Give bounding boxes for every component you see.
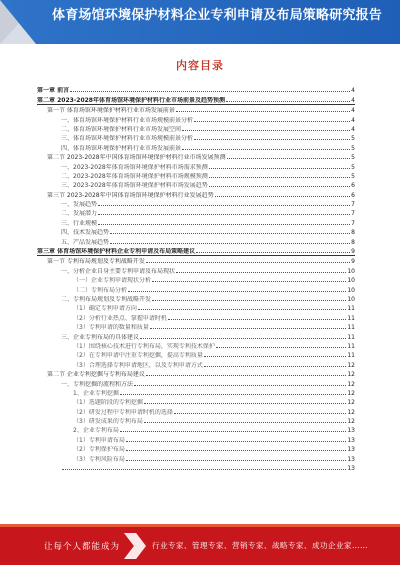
toc-entry-page: 6 [351, 182, 355, 190]
toc-entry-label: 三、企业专利布局的具体建议 [61, 333, 140, 341]
toc-leader-dots [128, 291, 346, 292]
toc-leader-dots [194, 121, 350, 122]
toc-entry-label: 第二章 2023-2028年体育场馆环境保护材料行业市场前景及趋势预测 [37, 96, 225, 104]
toc-entry[interactable] [37, 275, 355, 284]
toc-entry[interactable] [37, 406, 355, 415]
toc-entry-page: 11 [347, 333, 355, 341]
toc-entry-label: （3）专利申请的数量和质量 [73, 324, 149, 332]
toc-entry[interactable] [37, 312, 355, 321]
toc-leader-dots [146, 262, 350, 263]
toc-entry-page: 11 [347, 342, 355, 350]
toc-entry-page: 10 [347, 267, 355, 275]
toc-leader-dots [196, 252, 350, 253]
footer-slogan: 让每个人都能成为 [44, 542, 121, 552]
toc-entry[interactable] [37, 388, 355, 397]
toc-entry[interactable] [37, 359, 355, 368]
toc-leader-dots [98, 224, 350, 225]
toc-entry-page: 9 [351, 258, 355, 266]
toc-leader-dots [227, 158, 351, 159]
toc-leader-dots [146, 375, 346, 376]
toc-entry-page: 12 [347, 399, 355, 407]
toc-leader-dots [168, 319, 347, 320]
toc-entry[interactable] [37, 265, 355, 274]
toc-entry[interactable] [37, 378, 355, 387]
toc-entry-page: 5 [351, 163, 355, 171]
toc-entry-label: 第二节 2023-2028年中国体育场馆环境保护材料行业市场发展预测 [47, 154, 226, 162]
toc-entry-label: 二、体育场馆环境保护材料行业市场发展空间 [61, 125, 182, 133]
toc-entry-page: 7 [351, 219, 355, 227]
toc-leader-dots [150, 328, 347, 329]
toc-entry-page: 12 [347, 408, 355, 416]
toc-entry[interactable] [37, 322, 355, 331]
toc-entry[interactable] [37, 85, 355, 94]
toc-entry-label: 1、企业专利挖掘 [73, 389, 119, 397]
toc-entry[interactable] [37, 142, 355, 151]
toc-entry-label: 三、2023-2028年体育场馆环境保护材料市场发展趋势 [61, 182, 208, 190]
toc-entry-label: 一、发展趋势 [61, 201, 98, 209]
toc-entry-label: 四、技术发展趋势 [61, 229, 110, 237]
toc-entry-page: 4 [351, 107, 355, 115]
toc-leader-dots [176, 272, 346, 273]
toc-entry-label: （1）专利申请布局 [73, 436, 125, 444]
toc-entry-label: （3）合理选择专利申请地区，以及专利申请方式 [73, 361, 203, 369]
toc-entry-label: 二、2023-2028年体育场馆环境保护材料市场规模预测 [61, 172, 208, 180]
toc-leader-dots [134, 385, 346, 386]
toc-leader-dots [215, 196, 351, 197]
toc-entry-page: 5 [351, 154, 355, 162]
toc-entry-label: 五、产品发展趋势 [61, 238, 110, 246]
toc-entry[interactable] [37, 227, 355, 236]
toc-leader-dots [174, 413, 347, 414]
toc-entry[interactable] [37, 256, 355, 265]
toc-entry[interactable] [37, 331, 355, 340]
toc-entry-page: 13 [347, 455, 355, 463]
toc-leader-dots [98, 214, 350, 215]
toc-leader-dots [144, 422, 347, 423]
toc-entry[interactable] [37, 105, 355, 114]
toc-entry-page: 10 [347, 277, 355, 285]
toc-entry-page: 12 [347, 380, 355, 388]
toc-heading: 内容目录 [176, 59, 224, 72]
toc-entry[interactable] [37, 246, 355, 256]
toc-entry[interactable] [37, 199, 355, 208]
toc-entry[interactable] [37, 236, 355, 245]
toc-entry-page: 7 [351, 210, 355, 218]
toc-leader-dots [70, 91, 350, 92]
toc-leader-dots [152, 281, 346, 282]
toc-leader-dots [194, 139, 350, 140]
toc-entry-page: 12 [347, 361, 355, 369]
toc-leader-dots [126, 460, 347, 461]
toc-leader-dots [176, 111, 350, 112]
footer-banner [0, 524, 400, 565]
toc-leader-dots [126, 450, 347, 451]
toc-leader-dots [226, 101, 350, 102]
toc-entry[interactable] [37, 303, 355, 312]
toc-leader-dots [204, 366, 347, 367]
footer-tagline: 行业专家、管理专家、营销专家、战略专家、成功企业家…… [152, 541, 368, 550]
toc-entry[interactable] [37, 453, 355, 462]
toc-entry-label: 三、行业规模 [61, 219, 98, 227]
toc-entry[interactable] [37, 425, 355, 434]
toc-leader-dots [140, 338, 346, 339]
toc-entry[interactable] [37, 189, 355, 198]
toc-entry-page: 8 [351, 238, 355, 246]
toc-entry[interactable] [37, 416, 355, 425]
toc-leader-dots [110, 243, 350, 244]
toc-entry-page: 4 [351, 87, 355, 95]
arrow-icon [124, 533, 146, 559]
toc-leader-dots [144, 403, 347, 404]
toc-entry-label: （一）企业专利申请现状分析 [73, 277, 152, 285]
toc-leader-dots [120, 394, 347, 395]
toc-entry-label: （2）分析行业热点、掌握申请时机 [73, 314, 167, 322]
table-of-contents [37, 85, 355, 472]
toc-entry[interactable] [37, 217, 355, 226]
toc-entry-label: 一、体育场馆环境保护材料行业市场规模前景分析 [61, 116, 194, 124]
toc-entry-page: 4 [351, 96, 355, 104]
toc-entry-page: 11 [347, 352, 355, 360]
toc-entry-label: 第三节 2023-2028年中国体育场馆环境保护材料行业发展趋势 [47, 191, 214, 199]
toc-entry[interactable] [37, 463, 355, 472]
toc-entry[interactable] [37, 124, 355, 133]
toc-entry-page: 5 [351, 135, 355, 143]
toc-entry-page: 4 [351, 116, 355, 124]
toc-entry-label: （1）围绕核心技术进行专利布局，实现专利技术保护 [73, 342, 215, 350]
toc-leader-dots [152, 300, 346, 301]
footer-strip [0, 524, 400, 527]
toc-entry[interactable] [37, 397, 355, 406]
toc-entry[interactable] [37, 171, 355, 180]
toc-entry-label: （2）研发过程中专利申请时机的选择 [73, 408, 173, 416]
toc-leader-dots [138, 309, 347, 310]
toc-entry[interactable] [37, 94, 355, 104]
toc-entry-label: （3）研发成果的专利布局 [73, 418, 143, 426]
toc-entry-page: 11 [347, 305, 355, 313]
toc-entry[interactable] [37, 180, 355, 189]
toc-entry-label: 一、专利挖掘的流程和方法 [61, 380, 134, 388]
toc-entry-label: 一、分析企业自身主要专利申请及布局现状 [61, 267, 176, 275]
toc-entry-label: （2）专利保护布局 [73, 446, 125, 454]
toc-entry[interactable] [37, 152, 355, 161]
toc-leader-dots [216, 347, 347, 348]
toc-entry[interactable] [37, 434, 355, 443]
report-header [0, 0, 400, 44]
toc-entry-label: 第二节 企业专利挖掘与专利布局建议 [47, 371, 145, 379]
toc-entry-page: 6 [351, 191, 355, 199]
toc-entry[interactable] [37, 161, 355, 170]
toc-entry[interactable] [37, 208, 355, 217]
toc-entry-page: 10 [347, 286, 355, 294]
toc-entry-label: 第一节 专利布局规划及专利战略开发 [47, 258, 145, 266]
toc-entry[interactable] [37, 294, 355, 303]
toc-entry-page: 13 [347, 465, 355, 473]
toc-leader-dots [98, 205, 350, 206]
toc-entry-page: 13 [347, 446, 355, 454]
toc-entry-label: 三、体育场馆环境保护材料行业市场规模前景分析 [61, 135, 194, 143]
toc-entry-page: 13 [347, 436, 355, 444]
toc-leader-dots [182, 130, 350, 131]
toc-entry[interactable] [37, 444, 355, 453]
toc-leader-dots [209, 177, 350, 178]
toc-entry-label: 二、发展潜力 [61, 210, 98, 218]
toc-entry[interactable] [37, 133, 355, 142]
toc-entry[interactable] [37, 284, 355, 293]
toc-leader-dots [110, 233, 350, 234]
toc-leader-dots [120, 431, 347, 432]
toc-entry-page: 10 [347, 295, 355, 303]
toc-entry-page: 11 [347, 324, 355, 332]
toc-entry-page: 11 [347, 314, 355, 322]
toc-entry-label: （3）专利风险布局 [73, 455, 125, 463]
toc-entry-label: 一、2023-2028年体育场馆环境保护材料市场需求预测 [61, 163, 208, 171]
toc-entry-page: 4 [351, 125, 355, 133]
toc-entry-page: 12 [347, 389, 355, 397]
toc-entry-page: 13 [347, 427, 355, 435]
toc-entry[interactable] [37, 341, 355, 350]
toc-entry-page: 12 [347, 418, 355, 426]
toc-entry-page: 7 [351, 201, 355, 209]
toc-entry[interactable] [37, 369, 355, 378]
toc-leader-dots [126, 441, 347, 442]
toc-leader-dots [209, 168, 350, 169]
toc-leader-dots [209, 186, 350, 187]
toc-entry-label: 第一节 体育场馆环境保护材料行业市场发展前景 [47, 107, 175, 115]
toc-entry[interactable] [37, 350, 355, 359]
toc-leader-dots [204, 356, 347, 357]
toc-entry-label: 2、企业专利布局 [73, 427, 119, 435]
toc-entry-label: 二、专利布局规划及专利战略开发 [61, 295, 152, 303]
toc-entry-page: 8 [351, 229, 355, 237]
toc-entry-label: （1）选题阶段的专利挖掘 [73, 399, 143, 407]
toc-entry-label: 第一章 前言 [37, 87, 70, 95]
toc-entry-label: （2）在专利申请中注重专利挖掘，提高专利质量 [73, 352, 203, 360]
toc-entry-page: 12 [347, 371, 355, 379]
toc-leader-dots [182, 149, 350, 150]
toc-entry-label: （二）专利布局分析 [73, 286, 128, 294]
toc-entry-label: （1）确定专利申请方向 [73, 305, 137, 313]
report-title: 体育场馆环境保护材料企业专利申请及布局策略研究报告 [52, 8, 383, 23]
toc-leader-dots [62, 469, 346, 470]
toc-entry-label: 四、体育场馆环境保护材料行业市场发展前景 [61, 144, 182, 152]
toc-entry[interactable] [37, 114, 355, 123]
toc-entry-page: 9 [351, 248, 355, 256]
toc-entry-page: 5 [351, 172, 355, 180]
toc-entry-page: 5 [351, 144, 355, 152]
toc-entry-label: 第三章 体育场馆环境保护材料企业专利申请及布局策略建议 [37, 248, 196, 256]
